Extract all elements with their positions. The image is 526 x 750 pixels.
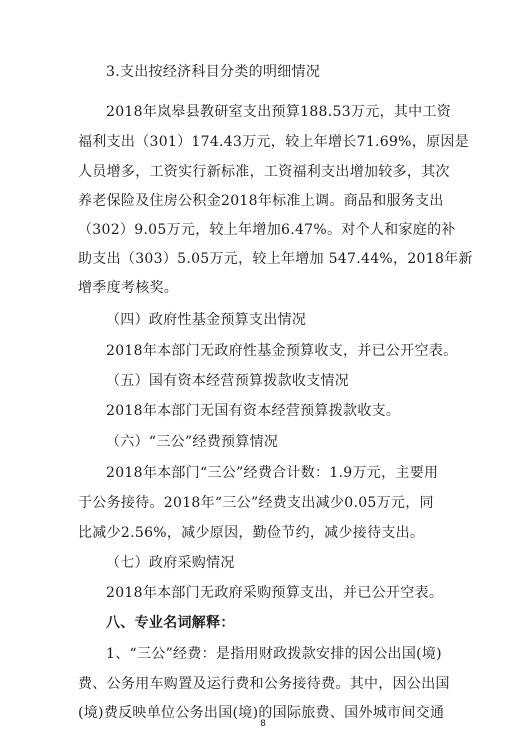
paragraph-line: 2018年本部门无政府采购预算支出，并已公开空表。 [106, 585, 444, 601]
paragraph-line: 比减少2.56%，减少原因，勤俭节约，减少接待支出。 [78, 525, 425, 541]
paragraph-line: (境)费反映单位公务出国(境)的国际旅费、国外城市间交通 [78, 705, 445, 721]
paragraph-line: （302）9.05万元，较上年增加6.47%。对个人和家庭的补 [78, 222, 456, 238]
paragraph-line: 于公务接待。2018年“三公”经费支出减少0.05万元，同 [78, 495, 434, 511]
paragraph-line: 2018年本部门无国有资本经营预算拨款收支。 [106, 403, 401, 419]
page-number: 8 [260, 719, 266, 729]
section-heading-government-fund-budget: （四）政府性基金预算支出情况 [106, 312, 307, 328]
paragraph-line: 助支出（303）5.05万元，较上年增加 547.44%，2018年新 [78, 251, 473, 267]
paragraph-line: 1、“三公”经费：是指用财政拨款安排的因公出国(境) [106, 646, 442, 662]
paragraph-line: 2018年本部门无政府性基金预算收支，并已公开空表。 [106, 343, 458, 359]
paragraph-line: 2018年本部门“三公”经费合计数：1.9万元，主要用 [106, 465, 439, 481]
paragraph-heading-expenditure-by-economic-category: 3.支出按经济科目分类的明细情况 [106, 64, 321, 80]
paragraph-line: 增季度考核奖。 [78, 280, 179, 296]
paragraph-line: 人员增多，工资实行新标准，工资福利支出增加较多，其次 [78, 164, 450, 180]
section-heading-three-public-expenses: （六）“三公”经费预算情况 [106, 434, 279, 450]
paragraph-line: 费、公务用车购置及运行费和公务接待费。其中，因公出国 [78, 676, 450, 692]
paragraph-line: 福利支出（301）174.43万元，较上年增长71.69%，原因是 [78, 134, 469, 150]
paragraph-line: 2018年岚皋县教研室支出预算188.53万元，其中工资 [106, 104, 452, 120]
section-heading-state-capital-budget: （五）国有资本经营预算拨款收支情况 [106, 373, 350, 389]
section-heading-terminology: 八、专业名词解释： [106, 615, 235, 631]
paragraph-line: 养老保险及住房公积金2018年标准上调。商品和服务支出 [78, 193, 444, 209]
section-heading-government-procurement: （七）政府采购情况 [106, 555, 235, 571]
